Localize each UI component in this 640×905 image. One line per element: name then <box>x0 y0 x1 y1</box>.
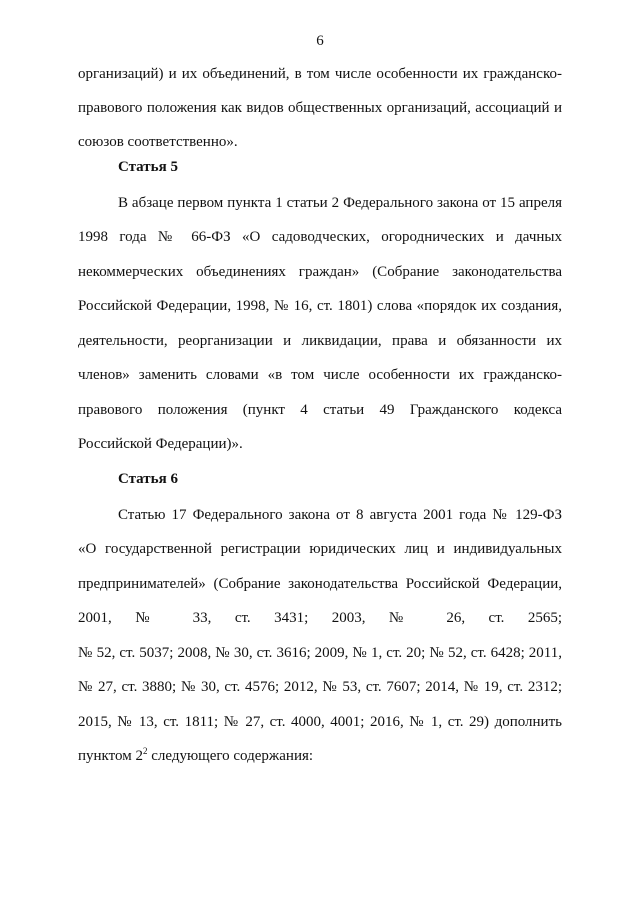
text-line: 2001, № 33, ст. 3431; 2003, № 26, ст. 2565; <box>78 610 562 626</box>
text-line: союзов соответственно». <box>78 134 238 150</box>
text-line: Российской Федерации)». <box>78 436 243 452</box>
text-line: деятельности, реорганизации и ликвидации, права и обязанности их <box>78 333 562 349</box>
text-line: 2015, № 13, ст. 1811; № 27, ст. 4000, 4001; 2016, № 1, ст. 29) дополнить <box>78 714 562 730</box>
text-line: некоммерческих объединениях граждан» (Собрание законодательства <box>78 264 562 280</box>
text-line: организаций) и их объединений, в том числе особенности их гражданско- <box>78 66 562 82</box>
text-line: № 52, ст. 5037; 2008, № 30, ст. 3616; 2009, № 1, ст. 20; № 52, ст. 6428; 2011, <box>78 645 562 661</box>
text-line-last <box>78 746 562 766</box>
article-heading: Статья 6 <box>118 471 178 487</box>
text-line: Российской Федерации, 1998, № 16, ст. 1801) слова «порядок их создания, <box>78 298 562 314</box>
text-line: В абзаце первом пункта 1 статьи 2 Федерального закона от 15 апреля <box>118 195 562 211</box>
text-line: Статью 17 Федерального закона от 8 августа 2001 года № 129-ФЗ <box>118 507 562 523</box>
text-line: правового положения (пункт 4 статьи 49 Гражданского кодекса <box>78 402 562 418</box>
text-line: № 27, ст. 3880; № 30, ст. 4576; 2012, № 53, ст. 7607; 2014, № 19, ст. 2312; <box>78 679 562 695</box>
text-line: членов» заменить словами «в том числе особенности их гражданско- <box>78 367 562 383</box>
text-line: правового положения как видов общественных организаций, ассоциаций и <box>78 100 562 116</box>
article-heading: Статья 5 <box>118 159 178 175</box>
page-number: 6 <box>316 33 324 49</box>
text-line: предпринимателей» (Собрание законодательства Российской Федерации, <box>78 576 562 592</box>
text-line: 1998 года № 66-ФЗ «О садоводческих, огороднических и дачных <box>78 229 562 245</box>
text-line: «О государственной регистрации юридических лиц и индивидуальных <box>78 541 562 557</box>
text-fragment: пунктом 2 <box>78 748 143 764</box>
superscript: 2 <box>142 746 148 756</box>
text-fragment: следующего содержания: <box>147 748 314 764</box>
